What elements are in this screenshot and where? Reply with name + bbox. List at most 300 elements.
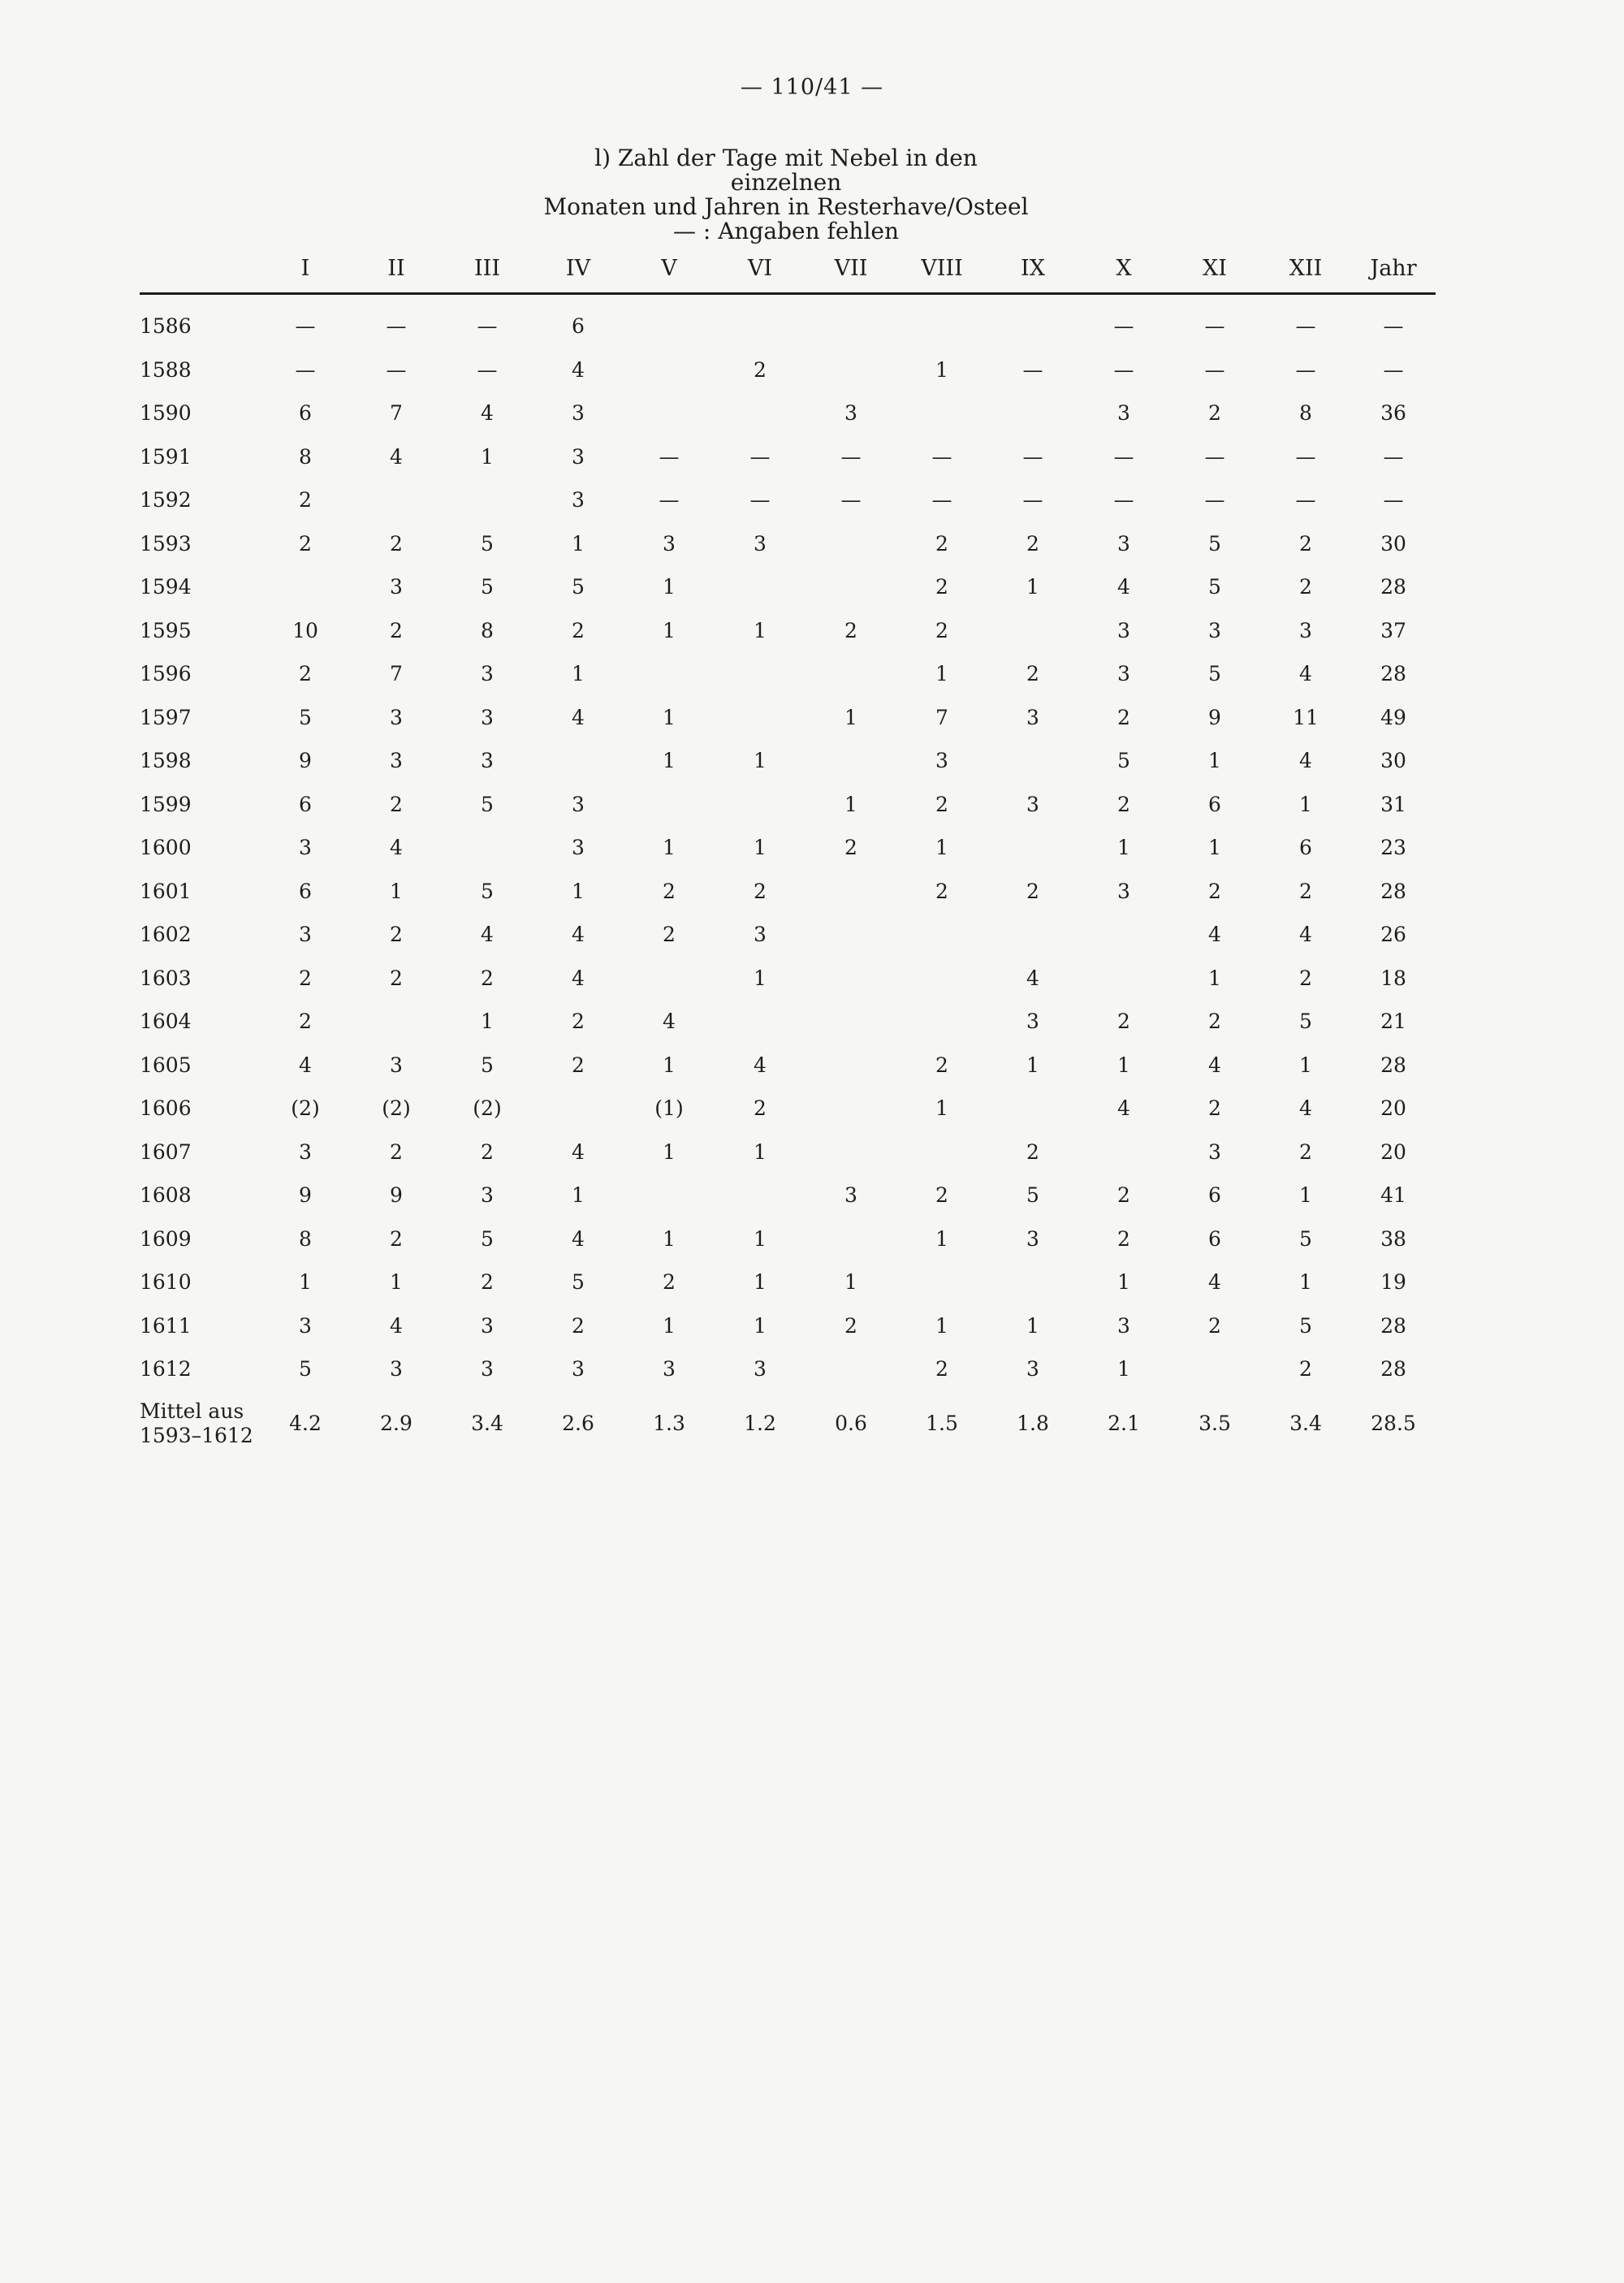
value-cell: — [1113, 444, 1134, 469]
value-cell: 9 [390, 1183, 403, 1208]
year-cell: 1596 [140, 662, 192, 686]
value-cell: — [295, 357, 316, 382]
value-cell: 3 [754, 531, 767, 556]
value-cell: 2 [1026, 879, 1039, 903]
value-cell: 1 [663, 575, 676, 599]
year-cell: 1603 [140, 966, 192, 990]
year-cell: 1611 [140, 1313, 192, 1338]
value-cell: 2 [935, 531, 948, 556]
year-cell: 1602 [140, 923, 192, 947]
value-cell: — [386, 357, 407, 382]
value-cell: 2 [844, 836, 857, 860]
value-cell: 2 [572, 1053, 585, 1077]
value-cell [624, 1174, 715, 1217]
value-cell: 1 [663, 618, 676, 642]
value-cell: — [1113, 357, 1134, 382]
value-cell: 4 [572, 923, 585, 947]
year-cell: 1588 [140, 357, 192, 382]
value-cell: 4 [1208, 1270, 1221, 1295]
value-cell: 2 [1299, 1357, 1312, 1381]
value-cell: 2 [1208, 401, 1221, 426]
value-cell: (2) [473, 1096, 502, 1121]
value-cell [896, 294, 987, 348]
year-cell: 1604 [140, 1010, 192, 1034]
value-cell: 1 [663, 836, 676, 860]
column-header: X [1078, 244, 1169, 294]
value-cell [806, 870, 896, 914]
table-row [140, 826, 1436, 870]
value-cell: 3 [572, 488, 585, 512]
value-cell: 1 [663, 1053, 676, 1077]
value-cell: — [749, 488, 771, 512]
value-cell: — [931, 444, 952, 469]
value-cell: — [1383, 488, 1404, 512]
mean-value-cell: 1.3 [653, 1412, 685, 1435]
value-cell: 1 [754, 618, 767, 642]
title-line-3: — : Angaben fehlen [672, 218, 900, 244]
mean-value-cell: 2.6 [562, 1412, 594, 1435]
table-row [140, 1174, 1436, 1217]
value-cell: 3 [1026, 1010, 1039, 1034]
value-cell: 2 [754, 1096, 767, 1121]
value-cell [351, 478, 442, 522]
value-cell [987, 1087, 1078, 1131]
value-cell: 4 [390, 444, 403, 469]
value-cell [987, 609, 1078, 653]
value-cell: 1 [390, 1270, 403, 1295]
year-cell: 1612 [140, 1357, 192, 1381]
value-cell [806, 1131, 896, 1174]
value-cell: 26 [1380, 923, 1406, 947]
value-cell: 2 [1117, 1183, 1130, 1208]
value-cell: 1 [754, 1270, 767, 1295]
value-cell: 4 [572, 966, 585, 990]
page-number: — 110/41 — [740, 75, 884, 100]
value-cell: 6 [1208, 792, 1221, 816]
column-header: VI [715, 244, 806, 294]
value-cell: 8 [299, 444, 312, 469]
value-cell: 4 [1299, 662, 1312, 686]
value-cell: 5 [481, 1053, 494, 1077]
value-cell: — [1383, 314, 1404, 339]
value-cell: — [477, 314, 498, 339]
value-cell: 5 [481, 575, 494, 599]
column-header: IX [987, 244, 1078, 294]
value-cell: 2 [935, 1357, 948, 1381]
value-cell: 9 [1208, 705, 1221, 729]
value-cell: 3 [390, 575, 403, 599]
value-cell [987, 826, 1078, 870]
value-cell: 2 [1299, 879, 1312, 903]
value-cell: 3 [844, 401, 857, 426]
value-cell: 2 [1299, 575, 1312, 599]
value-cell [896, 391, 987, 435]
table-row [140, 522, 1436, 566]
mean-value-cell: 2.1 [1108, 1412, 1140, 1435]
value-cell: 1 [844, 705, 857, 729]
value-cell: — [1022, 444, 1043, 469]
value-cell: 1 [935, 1313, 948, 1338]
mean-value-cell: 28.5 [1371, 1412, 1416, 1435]
value-cell: 2 [663, 923, 676, 947]
value-cell: 1 [1208, 966, 1221, 990]
year-cell: 1606 [140, 1096, 192, 1121]
table-row [140, 783, 1436, 827]
column-header-year [140, 244, 260, 294]
year-cell: 1593 [140, 531, 192, 556]
value-cell [260, 565, 351, 609]
value-cell: 6 [1208, 1226, 1221, 1251]
table-row [140, 1131, 1436, 1174]
value-cell: 3 [481, 1357, 494, 1381]
value-cell: — [477, 357, 498, 382]
value-cell: 2 [935, 618, 948, 642]
value-cell: 9 [299, 749, 312, 773]
value-cell: 5 [481, 1226, 494, 1251]
value-cell: 1 [663, 749, 676, 773]
value-cell: 6 [299, 879, 312, 903]
column-header: V [624, 244, 715, 294]
value-cell [806, 1087, 896, 1131]
value-cell: 1 [572, 879, 585, 903]
value-cell: 4 [572, 1139, 585, 1164]
value-cell: — [1022, 357, 1043, 382]
value-cell: 2 [390, 923, 403, 947]
value-cell: — [1204, 314, 1225, 339]
value-cell: 3 [754, 1357, 767, 1381]
value-cell: 3 [1117, 662, 1130, 686]
value-cell: 2 [935, 879, 948, 903]
value-cell [442, 478, 533, 522]
column-header: XI [1169, 244, 1260, 294]
value-cell: 3 [572, 792, 585, 816]
value-cell: 1 [844, 792, 857, 816]
value-cell: 2 [390, 966, 403, 990]
mean-value-cell: 3.4 [471, 1412, 503, 1435]
value-cell: 3 [1117, 879, 1130, 903]
value-cell: (2) [382, 1096, 411, 1121]
value-cell: 3 [1117, 531, 1130, 556]
value-cell [1078, 1131, 1169, 1174]
value-cell [806, 1000, 896, 1044]
value-cell: 2 [1208, 879, 1221, 903]
value-cell: 1 [935, 357, 948, 382]
fog-days-table [140, 244, 1436, 1455]
value-cell: 2 [481, 1270, 494, 1295]
value-cell: — [1113, 488, 1134, 512]
value-cell: 19 [1380, 1270, 1406, 1295]
value-cell: 5 [481, 531, 494, 556]
table-row [140, 913, 1436, 957]
value-cell: 3 [481, 1313, 494, 1338]
value-cell: 6 [572, 314, 585, 339]
value-cell: 1 [754, 1313, 767, 1338]
value-cell: 3 [1117, 618, 1130, 642]
value-cell: 3 [1117, 401, 1130, 426]
value-cell [715, 294, 806, 348]
value-cell: 2 [299, 966, 312, 990]
value-cell: 2 [299, 1010, 312, 1034]
value-cell: 4 [1299, 749, 1312, 773]
value-cell: 3 [390, 749, 403, 773]
value-cell: — [386, 314, 407, 339]
mean-value-cell: 2.9 [380, 1412, 412, 1435]
value-cell: 1 [1026, 1053, 1039, 1077]
value-cell: 21 [1380, 1010, 1406, 1034]
value-cell: 49 [1380, 705, 1406, 729]
value-cell [806, 957, 896, 1001]
table-row [140, 1347, 1436, 1391]
value-cell: 2 [1026, 1139, 1039, 1164]
year-cell: 1590 [140, 401, 192, 426]
table-title [542, 146, 1030, 244]
value-cell: 5 [1208, 662, 1221, 686]
value-cell: — [1204, 357, 1225, 382]
value-cell: 28 [1380, 1053, 1406, 1077]
value-cell: 5 [1026, 1183, 1039, 1208]
table-row [140, 1044, 1436, 1087]
value-cell: 1 [754, 749, 767, 773]
value-cell: 4 [663, 1010, 676, 1034]
value-cell: 2 [1208, 1096, 1221, 1121]
value-cell: 2 [663, 879, 676, 903]
value-cell: 7 [935, 705, 948, 729]
value-cell: — [840, 444, 862, 469]
value-cell [806, 348, 896, 392]
value-cell [806, 1347, 896, 1391]
value-cell: 4 [572, 705, 585, 729]
value-cell: 2 [481, 966, 494, 990]
value-cell: 2 [1208, 1010, 1221, 1034]
value-cell: 3 [1026, 705, 1039, 729]
value-cell: 2 [1299, 1139, 1312, 1164]
value-cell: 1 [1208, 836, 1221, 860]
table-row [140, 435, 1436, 479]
value-cell [896, 913, 987, 957]
value-cell: 20 [1380, 1139, 1406, 1164]
value-cell: 1 [844, 1270, 857, 1295]
value-cell: — [1383, 357, 1404, 382]
value-cell: 28 [1380, 662, 1406, 686]
value-cell: 3 [299, 836, 312, 860]
value-cell: 3 [935, 749, 948, 773]
value-cell [987, 913, 1078, 957]
table-row [140, 870, 1436, 914]
value-cell: 41 [1380, 1183, 1406, 1208]
value-cell: 8 [481, 618, 494, 642]
value-cell: 1 [935, 662, 948, 686]
column-header: II [351, 244, 442, 294]
value-cell: 2 [1117, 1010, 1130, 1034]
table-body [140, 294, 1436, 1391]
header-row [140, 244, 1436, 294]
value-cell: 2 [1208, 1313, 1221, 1338]
value-cell [624, 957, 715, 1001]
column-header: III [442, 244, 533, 294]
value-cell: 1 [935, 1226, 948, 1251]
value-cell: 5 [299, 705, 312, 729]
value-cell: 2 [390, 1226, 403, 1251]
column-header: VII [806, 244, 896, 294]
table-row [140, 957, 1436, 1001]
value-cell: 3 [1026, 792, 1039, 816]
value-cell [715, 652, 806, 696]
value-cell: 2 [390, 792, 403, 816]
value-cell [715, 1174, 806, 1217]
value-cell [1169, 1347, 1260, 1391]
value-cell: 2 [754, 357, 767, 382]
value-cell: 28 [1380, 879, 1406, 903]
value-cell [806, 565, 896, 609]
value-cell: 2 [1117, 792, 1130, 816]
value-cell: 2 [935, 1183, 948, 1208]
value-cell: 5 [572, 575, 585, 599]
table-row [140, 1217, 1436, 1261]
value-cell: 2 [935, 792, 948, 816]
column-header: I [260, 244, 351, 294]
value-cell: 2 [299, 662, 312, 686]
value-cell: 2 [935, 1053, 948, 1077]
value-cell [442, 826, 533, 870]
value-cell: 36 [1380, 401, 1406, 426]
value-cell: 1 [1026, 575, 1039, 599]
value-cell: 3 [481, 1183, 494, 1208]
value-cell: — [1113, 314, 1134, 339]
value-cell: 3 [663, 1357, 676, 1381]
value-cell: 1 [754, 1139, 767, 1164]
table-row [140, 609, 1436, 653]
value-cell: 2 [390, 618, 403, 642]
value-cell: 2 [572, 1010, 585, 1034]
value-cell: 3 [481, 705, 494, 729]
mean-label-line-2: 1593–1612 [140, 1423, 253, 1447]
value-cell: 5 [1208, 575, 1221, 599]
table-row [140, 478, 1436, 522]
value-cell: 31 [1380, 792, 1406, 816]
value-cell [806, 913, 896, 957]
value-cell: 2 [1026, 531, 1039, 556]
value-cell: 5 [299, 1357, 312, 1381]
value-cell [806, 294, 896, 348]
column-header: IV [533, 244, 624, 294]
value-cell: 6 [299, 792, 312, 816]
year-cell: 1605 [140, 1053, 192, 1077]
value-cell [715, 565, 806, 609]
title-line-1: l) Zahl der Tage mit Nebel in den einzelnen [594, 145, 978, 196]
value-cell: 2 [754, 879, 767, 903]
value-cell: 3 [1299, 618, 1312, 642]
value-cell: 4 [1208, 1053, 1221, 1077]
year-cell: 1610 [140, 1270, 192, 1295]
value-cell: 2 [844, 1313, 857, 1338]
table-row [140, 652, 1436, 696]
value-cell: 4 [481, 923, 494, 947]
value-cell: 1 [663, 705, 676, 729]
value-cell: 2 [1117, 705, 1130, 729]
value-cell: 3 [1208, 618, 1221, 642]
value-cell [896, 1131, 987, 1174]
value-cell [1078, 957, 1169, 1001]
year-cell: 1601 [140, 879, 192, 903]
value-cell: 1 [572, 531, 585, 556]
value-cell: 2 [1026, 662, 1039, 686]
value-cell: 1 [572, 1183, 585, 1208]
value-cell: — [659, 444, 680, 469]
value-cell [806, 739, 896, 783]
value-cell: 20 [1380, 1096, 1406, 1121]
value-cell: 3 [1026, 1226, 1039, 1251]
value-cell: 1 [935, 836, 948, 860]
value-cell [1078, 913, 1169, 957]
value-cell: 5 [1299, 1226, 1312, 1251]
value-cell: (2) [291, 1096, 320, 1121]
value-cell: 11 [1293, 705, 1319, 729]
value-cell: 4 [572, 357, 585, 382]
value-cell: — [1383, 444, 1404, 469]
value-cell: 2 [572, 618, 585, 642]
value-cell: 2 [1299, 531, 1312, 556]
value-cell: 1 [1117, 1053, 1130, 1077]
table-row [140, 565, 1436, 609]
year-cell: 1591 [140, 444, 192, 469]
value-cell: 4 [1117, 1096, 1130, 1121]
value-cell: 28 [1380, 1313, 1406, 1338]
value-cell: 8 [1299, 401, 1312, 426]
value-cell: 2 [844, 618, 857, 642]
value-cell: 3 [299, 1139, 312, 1164]
value-cell: 5 [1299, 1010, 1312, 1034]
value-cell: 6 [299, 401, 312, 426]
table-row [140, 391, 1436, 435]
value-cell: 2 [935, 575, 948, 599]
value-cell: 1 [663, 1313, 676, 1338]
value-cell: 3 [754, 923, 767, 947]
value-cell: 23 [1380, 836, 1406, 860]
value-cell: 30 [1380, 749, 1406, 773]
value-cell: 1 [754, 966, 767, 990]
year-cell: 1609 [140, 1226, 192, 1251]
value-cell: 4 [572, 1226, 585, 1251]
value-cell: 1 [754, 1226, 767, 1251]
value-cell: 3 [844, 1183, 857, 1208]
table-row [140, 739, 1436, 783]
value-cell: 2 [299, 531, 312, 556]
value-cell: 1 [1117, 836, 1130, 860]
value-cell: 1 [1299, 1053, 1312, 1077]
value-cell [624, 294, 715, 348]
value-cell: 3 [663, 531, 676, 556]
value-cell [624, 783, 715, 827]
value-cell: 1 [663, 1226, 676, 1251]
value-cell: 10 [292, 618, 318, 642]
value-cell [896, 957, 987, 1001]
mean-value-cell: 1.5 [926, 1412, 958, 1435]
mean-value-cell: 3.4 [1289, 1412, 1322, 1435]
value-cell: — [1295, 444, 1316, 469]
title-line-2: Monaten und Jahren in Resterhave/Osteel [543, 193, 1029, 220]
value-cell [896, 1260, 987, 1304]
value-cell: 3 [1026, 1357, 1039, 1381]
value-cell: 3 [390, 1357, 403, 1381]
column-header: Jahr [1351, 244, 1436, 294]
value-cell: 38 [1380, 1226, 1406, 1251]
value-cell: 2 [572, 1313, 585, 1338]
value-cell: 4 [481, 401, 494, 426]
value-cell: 1 [1026, 1313, 1039, 1338]
value-cell: 6 [1299, 836, 1312, 860]
year-cell: 1599 [140, 792, 192, 816]
table-row [140, 294, 1436, 348]
